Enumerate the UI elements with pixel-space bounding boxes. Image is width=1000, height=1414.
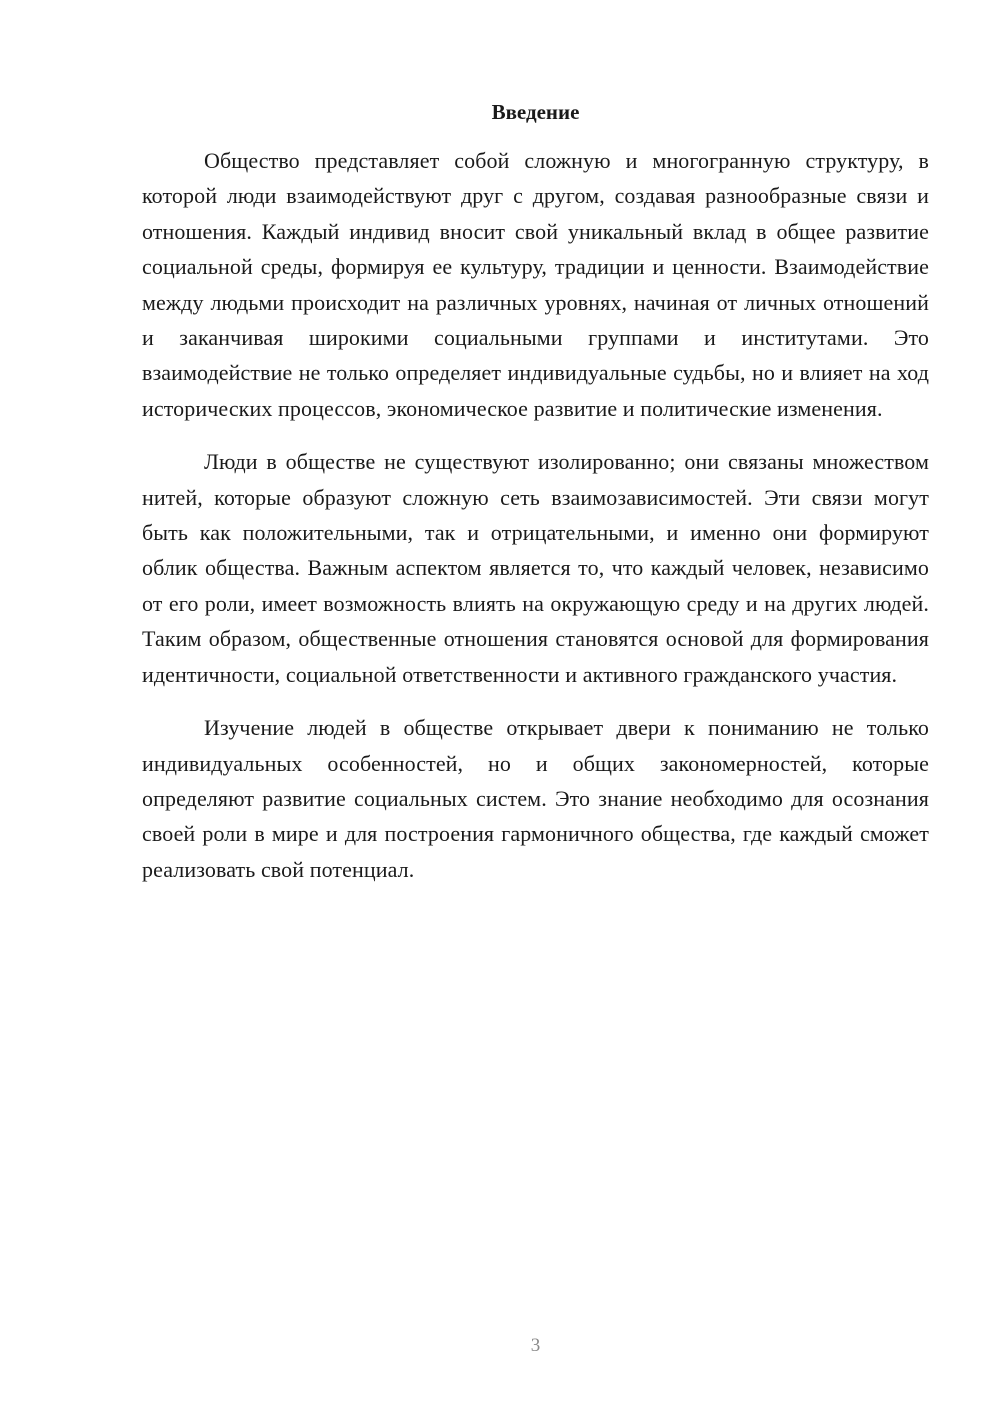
page-number: 3 [530,1335,541,1356]
document-body [142,143,929,905]
paragraph-2: Люди в обществе не существуют изолированно; они связаны множеством нитей, которые образуют сложную сеть взаимозависимостей. Эти связи могут быть как положительными, так и отрицательными, и именно они формируют облик общества. Важным аспектом является то, что каждый человек, независимо от его роли, имеет возможность влиять на окружающую среду и на других людей. Таким образом, общественные отношения становятся основой для формирования идентичности, социальной ответственности и активного гражданского участия. [142,449,929,687]
paragraph-3: Изучение людей в обществе открывает двери к пониманию не только индивидуальных особенностей, но и общих закономерностей, которые определяют развитие социальных систем. Это знание необходимо для осознания своей роли в мире и для построения гармоничного общества, где каждый сможет реализовать свой потенциал. [142,715,929,882]
paragraph-1: Общество представляет собой сложную и многогранную структуру, в которой люди взаимодействуют друг с другом, создавая разнообразные связи и отношения. Каждый индивид вносит свой уникальный вклад в общее развитие социальной среды, формируя ее культуру, традиции и ценности. Взаимодействие между людьми происходит на различных уровнях, начиная от личных отношений и заканчивая широкими социальными группами и институтами. Это взаимодействие не только определяет индивидуальные судьбы, но и влияет на ход исторических процессов, экономическое развитие и политические изменения. [142,148,929,421]
section-title: Введение [491,100,580,124]
